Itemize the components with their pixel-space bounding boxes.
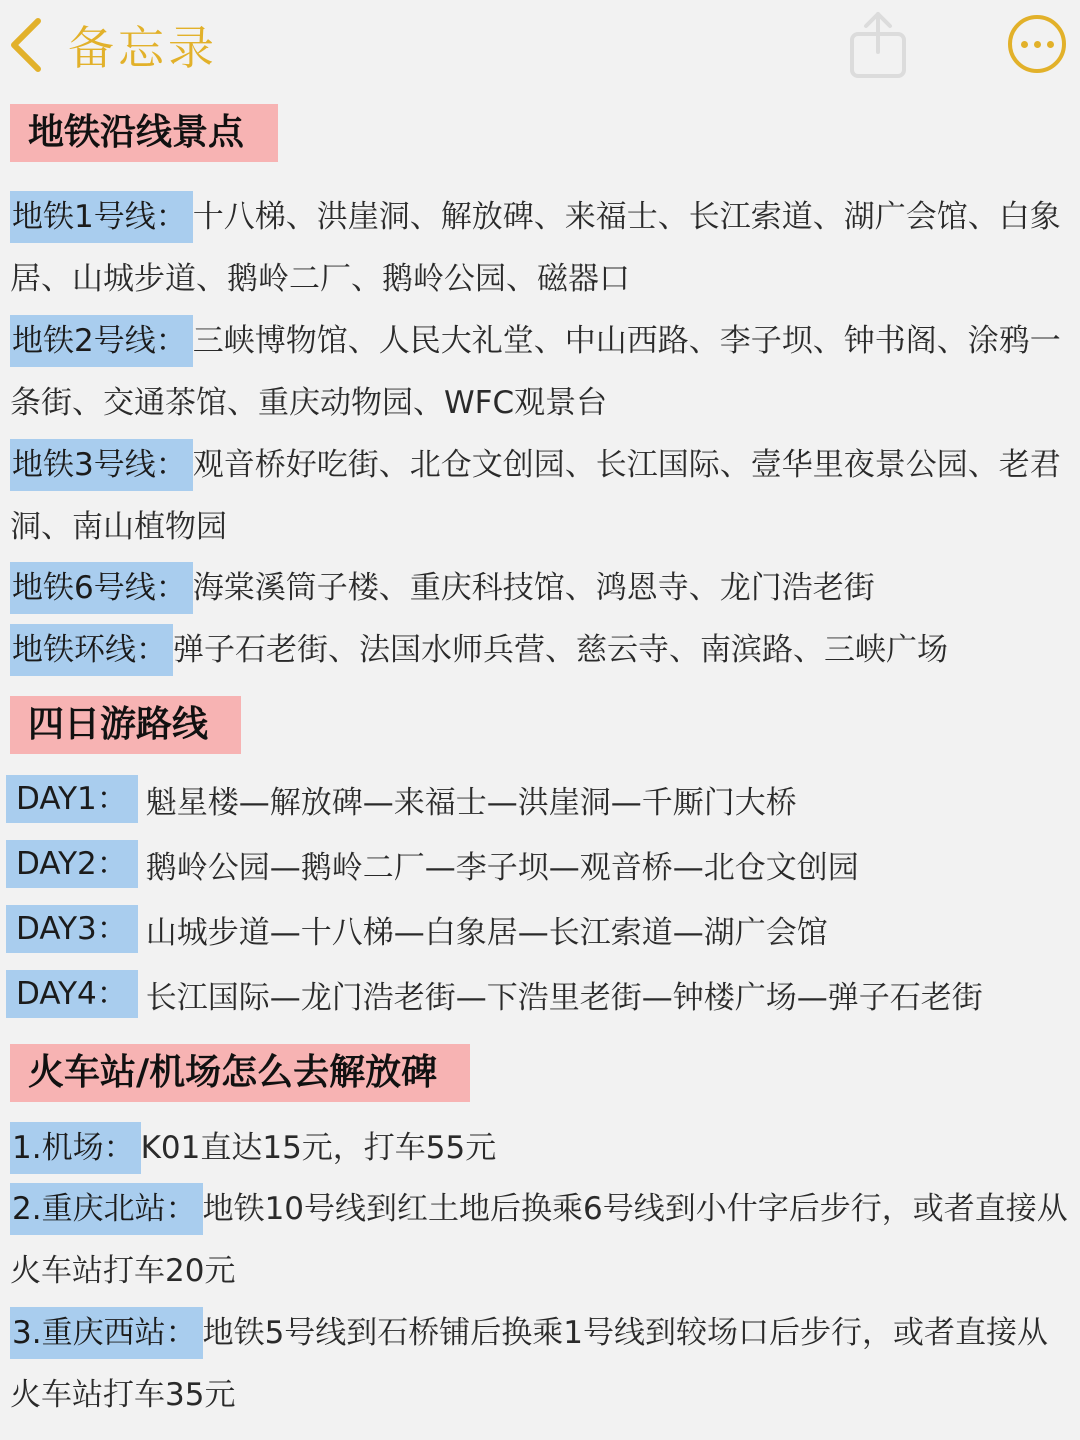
metro-line-text: 三峡博物馆、人民大礼堂、中山西路、李子坝、钟书阁、涂鸦一条街、交通茶馆、重庆动物园、WFC观景台 <box>10 323 1061 421</box>
metro-line-label: 地铁6号线： <box>10 562 193 614</box>
section-title-metro: 地铁沿线景点 <box>10 104 278 162</box>
section-title-transport: 火车站/机场怎么去解放碑 <box>10 1044 470 1102</box>
transport-chongqing-north <box>10 1178 1074 1302</box>
back-label: 备忘录 <box>68 21 218 75</box>
more-icon-dot <box>1034 41 1041 48</box>
metro-line-3 <box>10 434 1074 558</box>
route-day-text: 魁星楼—解放碑—来福士—洪崖洞—千厮门大桥 <box>145 784 797 821</box>
transport-chongqing-west <box>10 1302 1074 1426</box>
transport-text: 地铁10号线到红土地后换乘6号线到小什字后步行，或者直接从火车站打车20元 <box>10 1191 1068 1289</box>
more-button[interactable] <box>1008 15 1066 73</box>
transport-text: 地铁5号线到石桥铺后换乘1号线到较场口后步行，或者直接从火车站打车35元 <box>10 1315 1049 1413</box>
metro-line-label: 地铁2号线： <box>10 315 193 367</box>
share-icon <box>846 65 910 84</box>
route-day-2 <box>6 840 859 888</box>
metro-line-label: 地铁3号线： <box>10 439 193 491</box>
transport-airport <box>10 1117 1074 1179</box>
route-day-4 <box>6 970 983 1018</box>
transport-label: 1.机场： <box>10 1122 141 1174</box>
metro-line-6 <box>10 557 1074 619</box>
metro-line-1 <box>10 186 1074 310</box>
route-day-label: DAY2： <box>6 840 138 888</box>
metro-line-label: 地铁环线： <box>10 624 173 676</box>
route-day-label: DAY3： <box>6 905 138 953</box>
transport-label: 3.重庆西站： <box>10 1307 203 1359</box>
more-icon-dot <box>1047 41 1054 48</box>
route-day-text: 长江国际—龙门浩老街—下浩里老街—钟楼广场—弹子石老街 <box>145 979 983 1016</box>
transport-label: 2.重庆北站： <box>10 1183 203 1235</box>
top-bar <box>0 0 1080 96</box>
metro-loop-line <box>10 619 1074 681</box>
route-day-text: 鹅岭公园—鹅岭二厂—李子坝—观音桥—北仓文创园 <box>145 849 859 886</box>
metro-line-2 <box>10 310 1074 434</box>
route-day-label: DAY1： <box>6 775 138 823</box>
metro-line-text: 十八梯、洪崖洞、解放碑、来福士、长江索道、湖广会馆、白象居、山城步道、鹅岭二厂、鹅岭公园、磁器口 <box>10 199 1061 297</box>
route-day-text: 山城步道—十八梯—白象居—长江索道—湖广会馆 <box>145 914 828 951</box>
metro-line-text: 海棠溪筒子楼、重庆科技馆、鸿恩寺、龙门浩老街 <box>192 570 875 606</box>
route-day-label: DAY4： <box>6 970 138 1018</box>
metro-line-text: 观音桥好吃街、北仓文创园、长江国际、壹华里夜景公园、老君洞、南山植物园 <box>10 447 1061 545</box>
route-day-3 <box>6 905 828 953</box>
chevron-left-icon <box>6 15 46 75</box>
back-button[interactable] <box>6 12 218 78</box>
metro-line-text: 弹子石老街、法国水师兵营、慈云寺、南滨路、三峡广场 <box>173 632 948 668</box>
transport-text: K01直达15元，打车55元 <box>140 1130 497 1166</box>
share-button[interactable] <box>846 8 910 80</box>
route-day-1 <box>6 775 797 823</box>
section-title-route: 四日游路线 <box>10 696 241 754</box>
metro-line-label: 地铁1号线： <box>10 191 193 243</box>
more-icon-dot <box>1021 41 1028 48</box>
